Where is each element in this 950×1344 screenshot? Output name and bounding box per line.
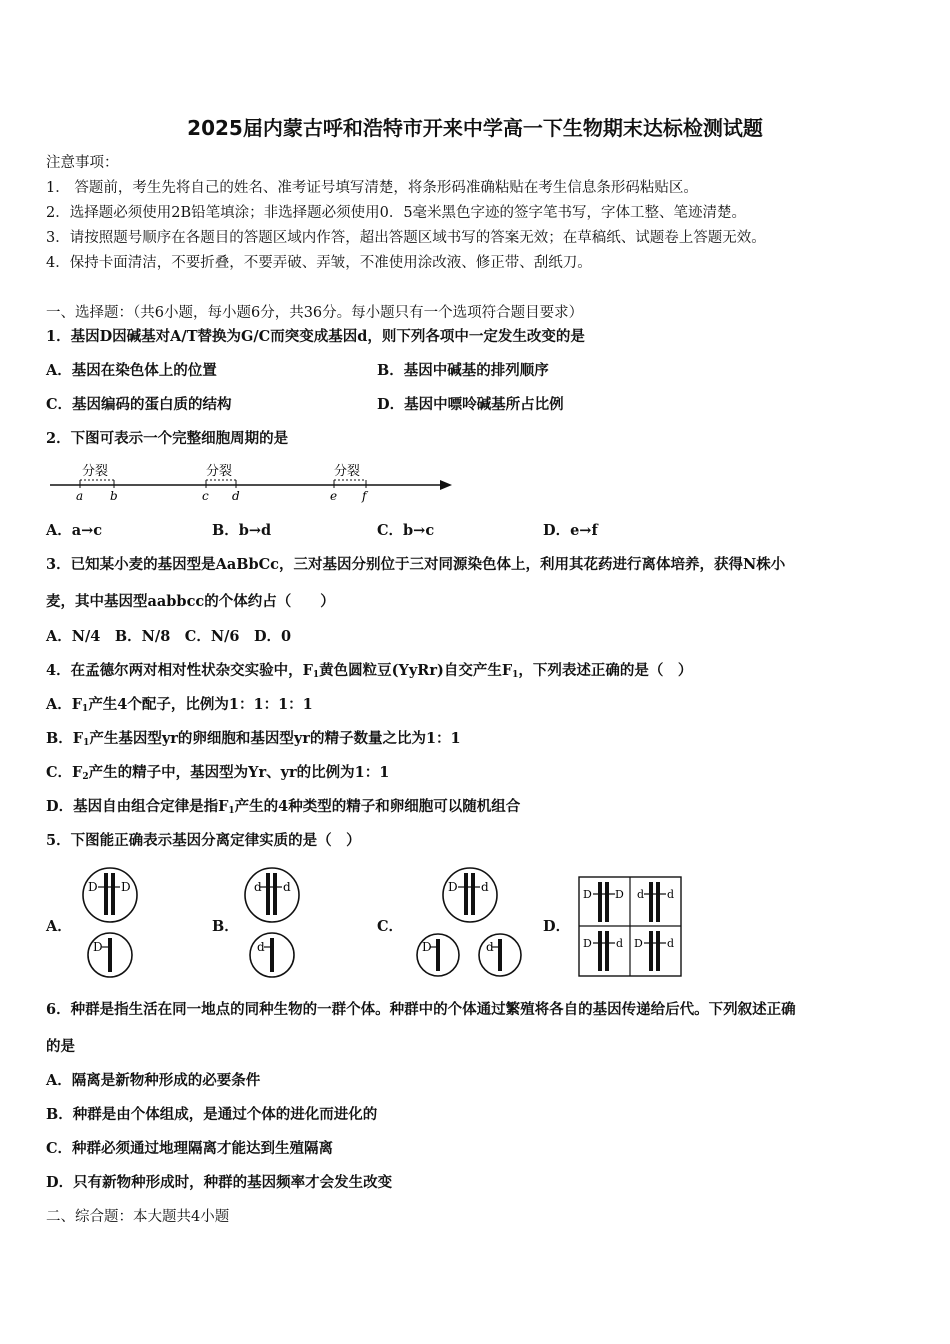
page-title: 2025届内蒙古呼和浩特市开来中学高一下生物期末达标检测试题 (187, 116, 763, 140)
q5-label-d: D． (543, 918, 571, 935)
q2-option-a: A．a→c (46, 522, 103, 539)
gene-label: D (88, 880, 98, 894)
gene-label: d (616, 937, 624, 950)
q1-option-d: D．基因中嘌呤碱基所占比例 (377, 396, 564, 413)
point-a: a (76, 489, 84, 503)
gene-label: D (448, 880, 458, 894)
notice-heading: 注意事项： (46, 155, 119, 171)
q2-option-c: C．b→c (377, 522, 435, 539)
q6-option-d: D．只有新物种形成时，种群的基因频率才会发生改变 (46, 1174, 393, 1191)
section-1-heading: 一、选择题：（共6小题，每小题6分，共36分。每小题只有一个选项符合题目要求） (46, 305, 584, 321)
cell-cycle-diagram (46, 458, 456, 506)
q1-option-c: C．基因编码的蛋白质的结构 (46, 396, 232, 413)
q6-stem-line2: 的是 (46, 1038, 75, 1055)
gene-label: d (254, 880, 262, 894)
notice-item-4: 4．保持卡面清洁，不要折叠，不要弄破、弄皱，不准使用涂改液、修正带、刮纸刀。 (46, 255, 592, 271)
q5-diagram-d (578, 876, 682, 978)
gene-label: d (637, 888, 645, 901)
q6-option-a: A．隔离是新物种形成的必要条件 (46, 1072, 261, 1089)
notice-item-3: 3．请按照题号顺序在各题目的答题区域内作答，超出答题区域书写的答案无效；在草稿纸、试题卷上答题无效。 (46, 230, 766, 246)
q4-option-c: C．$F_2$产生的精子中，基因型为Yr、yr的比例为1：1 (46, 764, 390, 782)
q4-option-d: D．基因自由组合定律是指$F_1$产生的4种类型的精子和卵细胞可以随机组合 (46, 798, 521, 816)
q6-option-c: C．种群必须通过地理隔离才能达到生殖隔离 (46, 1140, 334, 1157)
gene-label: D (121, 880, 131, 894)
gene-label: D (583, 888, 592, 901)
phase-label-1: 分裂 (82, 464, 109, 479)
q5-diagram-a (78, 865, 148, 980)
q3-stem-line1: 3．已知某小麦的基因型是AaBbCc，三对基因分别位于三对同源染色体上，利用其花药进行离体培养，获得N株小 (46, 556, 786, 573)
gene-label: D (422, 940, 432, 954)
gene-label: d (667, 888, 675, 901)
gene-label: D (615, 888, 624, 901)
q3-options: A．N/4 B．N/8 C．N/6 D．0 (46, 628, 292, 645)
gene-label: d (283, 880, 291, 894)
q5-label-b: B． (212, 918, 239, 935)
point-b: b (110, 489, 118, 503)
notice-item-2: 2．选择题必须使用2B铅笔填涂；非选择题必须使用0．5毫米黑色字迹的签字笔书写，字体工整、笔迹清楚。 (46, 205, 747, 221)
q1-option-a: A．基因在染色体上的位置 (46, 362, 217, 379)
q6-stem-line1: 6．种群是指生活在同一地点的同种生物的一群个体。种群中的个体通过繁殖将各自的基因传递给后代。下列叙述正确 (46, 1001, 796, 1018)
gene-label: d (481, 880, 489, 894)
gene-label: d (257, 940, 265, 954)
q1-stem: 1．基因D因碱基对A/T替换为G/C而突变成基因d，则下列各项中一定发生改变的是 (46, 328, 585, 345)
gene-label: d (486, 940, 494, 954)
q4-stem: 4．在孟德尔两对相对性状杂交实验中，$F_1$黄色圆粒豆(YyRr)自交产生$F_1$，下列表述正确的是（ ） (46, 662, 693, 680)
q5-diagram-b (240, 865, 310, 980)
notice-item-1: 1． 答题前，考生先将自己的姓名、准考证号填写清楚，将条形码准确粘贴在考生信息条形码粘贴区。 (46, 180, 698, 196)
q3-stem-line2: 麦，其中基因型aabbcc的个体约占（ ） (46, 593, 335, 610)
q5-diagram-c (414, 865, 526, 980)
q6-option-b: B．种群是由个体组成，是通过个体的进化而进化的 (46, 1106, 378, 1123)
gene-label: d (667, 937, 675, 950)
q5-label-a: A． (46, 918, 72, 935)
point-f: f (362, 489, 367, 503)
gene-label: D (634, 937, 643, 950)
q5-stem: 5．下图能正确表示基因分离定律实质的是（ ） (46, 832, 361, 849)
section-2-heading: 二、综合题：本大题共4小题 (46, 1209, 230, 1225)
q2-stem: 2．下图可表示一个完整细胞周期的是 (46, 430, 289, 447)
q4-option-a: A．$F_1$产生4个配子，比例为1：1：1：1 (46, 696, 313, 714)
point-e: e (330, 489, 338, 503)
q4-option-b: B．$F_1$产生基因型yr的卵细胞和基因型yr的精子数量之比为1：1 (46, 730, 461, 748)
point-d: d (232, 489, 240, 503)
point-c: c (202, 489, 209, 503)
gene-label: D (93, 940, 103, 954)
q2-option-b: B．b→d (212, 522, 272, 539)
q5-label-c: C． (377, 918, 404, 935)
q1-option-b: B．基因中碱基的排列顺序 (377, 362, 549, 379)
q2-option-d: D．e→f (543, 522, 598, 539)
phase-label-2: 分裂 (206, 464, 233, 479)
phase-label-3: 分裂 (334, 464, 361, 479)
gene-label: D (583, 937, 592, 950)
